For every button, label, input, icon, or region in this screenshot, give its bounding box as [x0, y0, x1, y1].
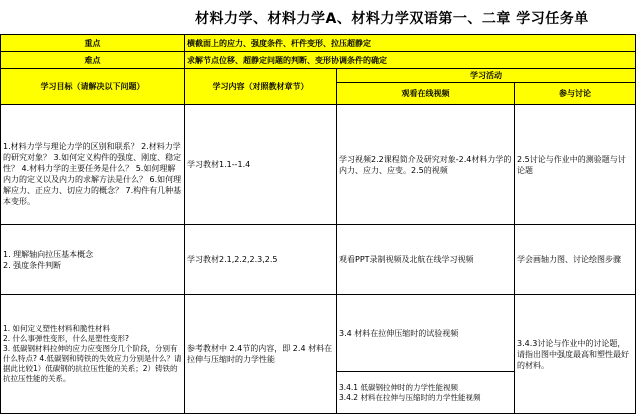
video-item-trial: 3.4 材料在拉伸压缩时的试验视频: [339, 328, 459, 338]
body-row-1: [1, 105, 636, 225]
content-header: 学习内容（对照教材章节）: [185, 69, 337, 105]
body-row-2: [1, 225, 636, 295]
discuss-cell: 学会画轴力图、讨论绘图步骤: [515, 225, 636, 295]
goal-cell: 1. 理解轴向拉压基本概念 2. 强度条件判断: [1, 225, 185, 295]
key-point-row: [1, 35, 636, 52]
video-header: 观看在线视频: [337, 83, 515, 105]
difficulty-label: 难点: [1, 52, 185, 69]
content-cell: 学习教材1.1--1.4: [185, 105, 337, 225]
video-cell: 学习视频2.2课程简介及研究对象-2.4材料力学的内力、应力、应变。2.5的视频: [337, 105, 515, 225]
discuss-cell: 3.4.3讨论与作业中的讨论题，请指出图中强度最高和塑性最好的材料。: [515, 295, 636, 414]
difficulty-value: 求解节点位移、超静定问题的判断、变形协调条件的确定: [185, 52, 636, 69]
video-cell: [337, 295, 515, 414]
task-table: [0, 34, 636, 414]
goal-cell: 1.材料力学与理论力学的区别和联系？ 2.材料力学的研究对象？ 3.如何定义构件的强度、刚度、稳定性？ 4.材料力学的主要任务是什么？ 5.如何理解内力的定义以及内力的求解方法是什么？ 6.如何理解应力、正应力、切应力的概念？ 7.构件有几种基本变形。: [1, 105, 185, 225]
difficulty-row: [1, 52, 636, 69]
page-title: 材料力学、材料力学A、材料力学双语第一、二章 学习任务单: [195, 11, 589, 27]
goal-cell: 1. 如何定义塑性材料和脆性材料 2. 什么事弹性变形，什么是塑性变形? 3. 低碳钢材料拉伸的应力应变图分几个阶段，分别有什么特点? 4.低碳钢和铸铁的失效应力分别是什么？请据此比较1）低碳钢的抗拉压性能的关系；2）铸铁的抗拉压性能的关系。: [1, 295, 185, 414]
video-item-properties: 3.4.1 低碳钢拉伸时的力学性能视频 3.4.2 材料在拉伸与压缩时的力学性能视频: [337, 371, 514, 413]
content-cell: 参考教材中 2.4节的内容，即 2.4 材料在拉伸与压缩时的力学性能: [185, 295, 337, 414]
video-cell: 观看PPT录制视频及北航在线学习视频: [337, 225, 515, 295]
discuss-header: 参与讨论: [515, 83, 636, 105]
activity-header: 学习活动: [337, 69, 636, 83]
goal-header: 学习目标（请解决以下问题）: [1, 69, 185, 105]
header-row-1: [1, 69, 636, 83]
key-point-label: 重点: [1, 35, 185, 52]
body-row-3: [1, 295, 636, 414]
discuss-cell: 2.5讨论与作业中的测验题与讨论题: [515, 105, 636, 225]
key-point-value: 横截面上的应力、强度条件、杆件变形、拉压超静定: [185, 35, 636, 52]
content-cell: 学习教材2.1,2.2,2.3,2.5: [185, 225, 337, 295]
